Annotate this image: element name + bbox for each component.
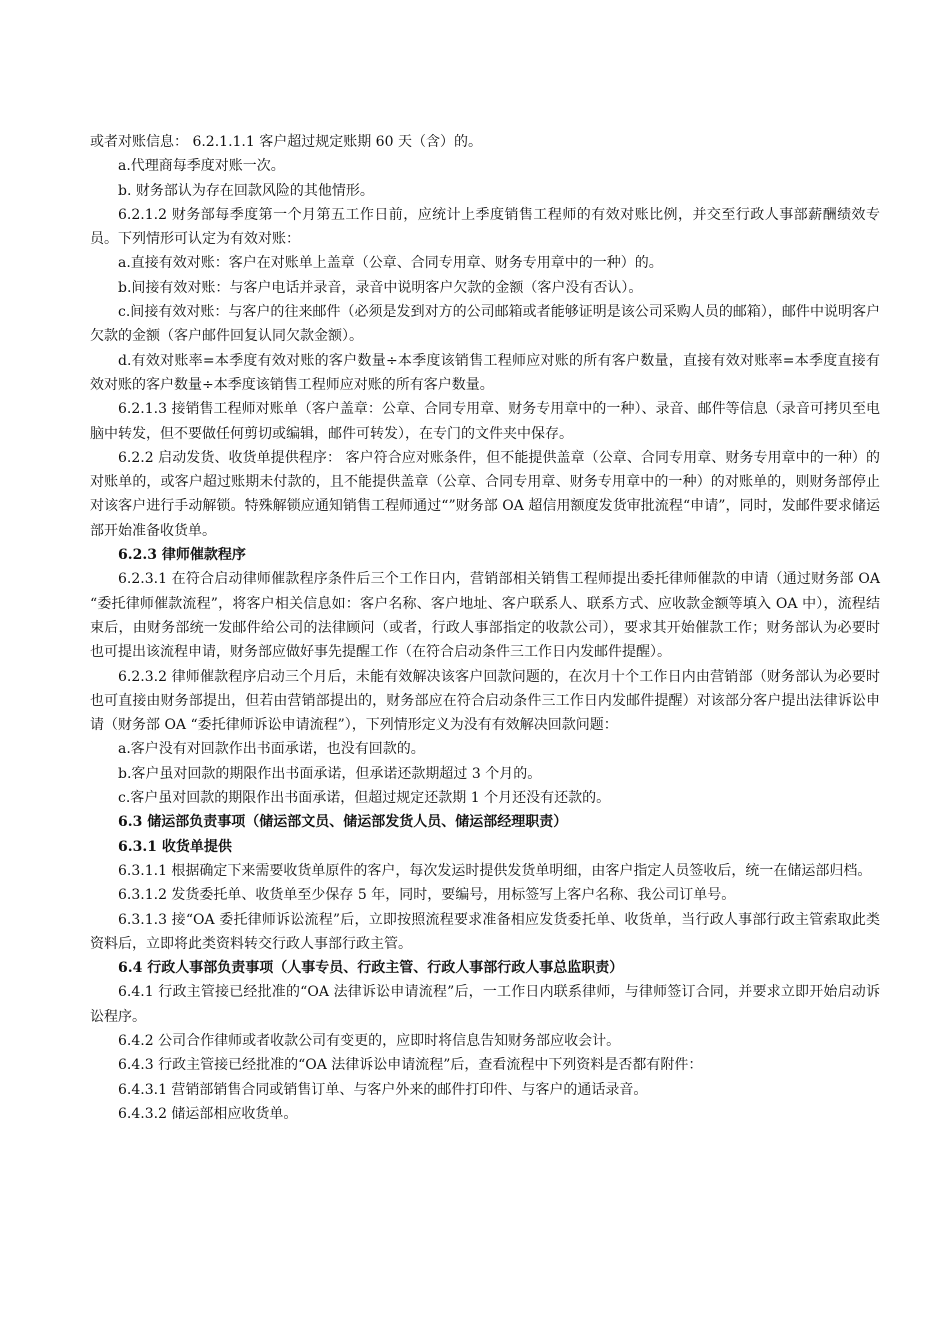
paragraph: 6.2.3.2 律师催款程序启动三个月后，未能有效解决该客户回款问题的，在次月十个工作日内由营销部（财务部认为必要时也可直接由财务部提出，但若由营销部提出的，财务部应在符合启动条件三工作日内发邮件提醒）对该部分客户提出法律诉讼申请（财务部 OA “委托律师诉讼申请流程”），下列情形定义为没有有效解决回款问题： — [90, 668, 880, 734]
section-heading: 6.4 行政人事部负责事项（人事专员、行政主管、行政人事部行政人事总监职责） — [118, 960, 624, 977]
paragraph: b.间接有效对账：与客户电话并录音，录音中说明客户欠款的金额（客户没有否认）。 — [118, 279, 643, 296]
paragraph: 6.4.1 行政主管接已经批准的“OA 法律诉讼申请流程”后，一工作日内联系律师，与律师签订合同，并要求立即开始启动诉讼程序。 — [90, 984, 880, 1025]
paragraph: a.代理商每季度对账一次。 — [118, 158, 285, 175]
paragraph: c.客户虽对回款的期限作出书面承诺，但超过规定还款期 1 个月还没有还款的。 — [118, 790, 611, 807]
paragraph: b. 财务部认为存在回款风险的其他情形。 — [118, 182, 374, 199]
paragraph: 或者对账信息： 6.2.1.1.1 客户超过规定账期 60 天（含）的。 — [90, 134, 482, 150]
paragraph: 6.2.3.1 在符合启动律师催款程序条件后三个工作日内，营销部相关销售工程师提出委托律师催款的申请（通过财务部 OA “委托律师催款流程”，将客户相关信息如：客户名称、客户地址、客户联系人、联系方式、应收款金额等填入 OA 中），流程结束后，由财务部统一发邮件给公司的法律顾问（或者，行政人事部指定的收款公司），要求其开始催款工作；财务部认为必要时也可提出该流程申请，财务部应做好事先提醒工作（在符合启动条件三工作日内发邮件提醒）。 — [90, 571, 880, 661]
paragraph: a.客户没有对回款作出书面承诺，也没有回款的。 — [118, 741, 425, 758]
paragraph: 6.2.1.3 接销售工程师对账单（客户盖章：公章、合同专用章、财务专用章中的一种）、录音、邮件等信息（录音可拷贝至电脑中转发，但不要做任何剪切或编辑，邮件可转发），在专门的文件夹中保存。 — [90, 401, 880, 442]
paragraph: 6.2.2 启动发货、收货单提供程序： 客户符合应对账条件，但不能提供盖章（公章、合同专用章、财务专用章中的一种）的对账单的，或客户超过账期未付款的，且不能提供盖章（公章、合同专用章、财务专用章中的一种）的对账单的，则财务部停止对该客户进行手动解锁。特殊解锁应通知销售工程师通过“”财务部 OA 超信用额度发货审批流程“申请”，同时，发邮件要求储运部开始准备收货单。 — [90, 449, 880, 539]
paragraph: 6.3.1.1 根据确定下来需要收货单原件的客户，每次发运时提供发货单明细，由客户指定人员签收后，统一在储运部归档。 — [118, 862, 872, 879]
section-heading: 6.3 储运部负责事项（储运部文员、储运部发货人员、储运部经理职责） — [118, 814, 568, 831]
paragraph: 6.4.3.1 营销部销售合同或销售订单、与客户外来的邮件打印件、与客户的通话录音。 — [118, 1081, 648, 1098]
paragraph: c.间接有效对账：与客户的往来邮件（必须是发到对方的公司邮箱或者能够证明是该公司采购人员的邮箱），邮件中说明客户欠款的金额（客户邮件回复认同欠款金额）。 — [90, 304, 880, 345]
paragraph: a.直接有效对账：客户在对账单上盖章（公章、合同专用章、财务专用章中的一种）的。 — [118, 255, 663, 272]
section-heading: 6.2.3 律师催款程序 — [118, 547, 246, 564]
paragraph: 6.2.1.2 财务部每季度第一个月第五工作日前，应统计上季度销售工程师的有效对账比例，并交至行政人事部薪酬绩效专员。下列情形可认定为有效对账： — [90, 206, 880, 248]
paragraph: 6.4.3.2 储运部相应收货单。 — [118, 1105, 298, 1122]
paragraph: 6.3.1.3 接“OA 委托律师诉讼流程”后，立即按照流程要求准备相应发货委托单、收货单，当行政人事部行政主管索取此类资料后，立即将此类资料转交行政人事部行政主管。 — [90, 911, 880, 952]
paragraph: 6.3.1.2 发货委托单、收货单至少保存 5 年，同时，要编号，用标签写上客户名称、我公司订单号。 — [118, 887, 736, 904]
paragraph: 6.4.3 行政主管接已经批准的“OA 法律诉讼申请流程”后，查看流程中下列资料是否都有附件： — [118, 1057, 703, 1074]
paragraph: 6.4.2 公司合作律师或者收款公司有变更的，应即时将信息告知财务部应收会计。 — [118, 1032, 621, 1049]
paragraph: b.客户虽对回款的期限作出书面承诺，但承诺还款期超过 3 个月的。 — [118, 765, 542, 782]
section-heading: 6.3.1 收货单提供 — [118, 838, 232, 855]
paragraph: d.有效对账率=本季度有效对账的客户数量÷本季度该销售工程师应对账的所有客户数量，直接有效对账率=本季度直接有效对账的客户数量÷本季度该销售工程师应对账的所有客户数量。 — [90, 352, 880, 393]
